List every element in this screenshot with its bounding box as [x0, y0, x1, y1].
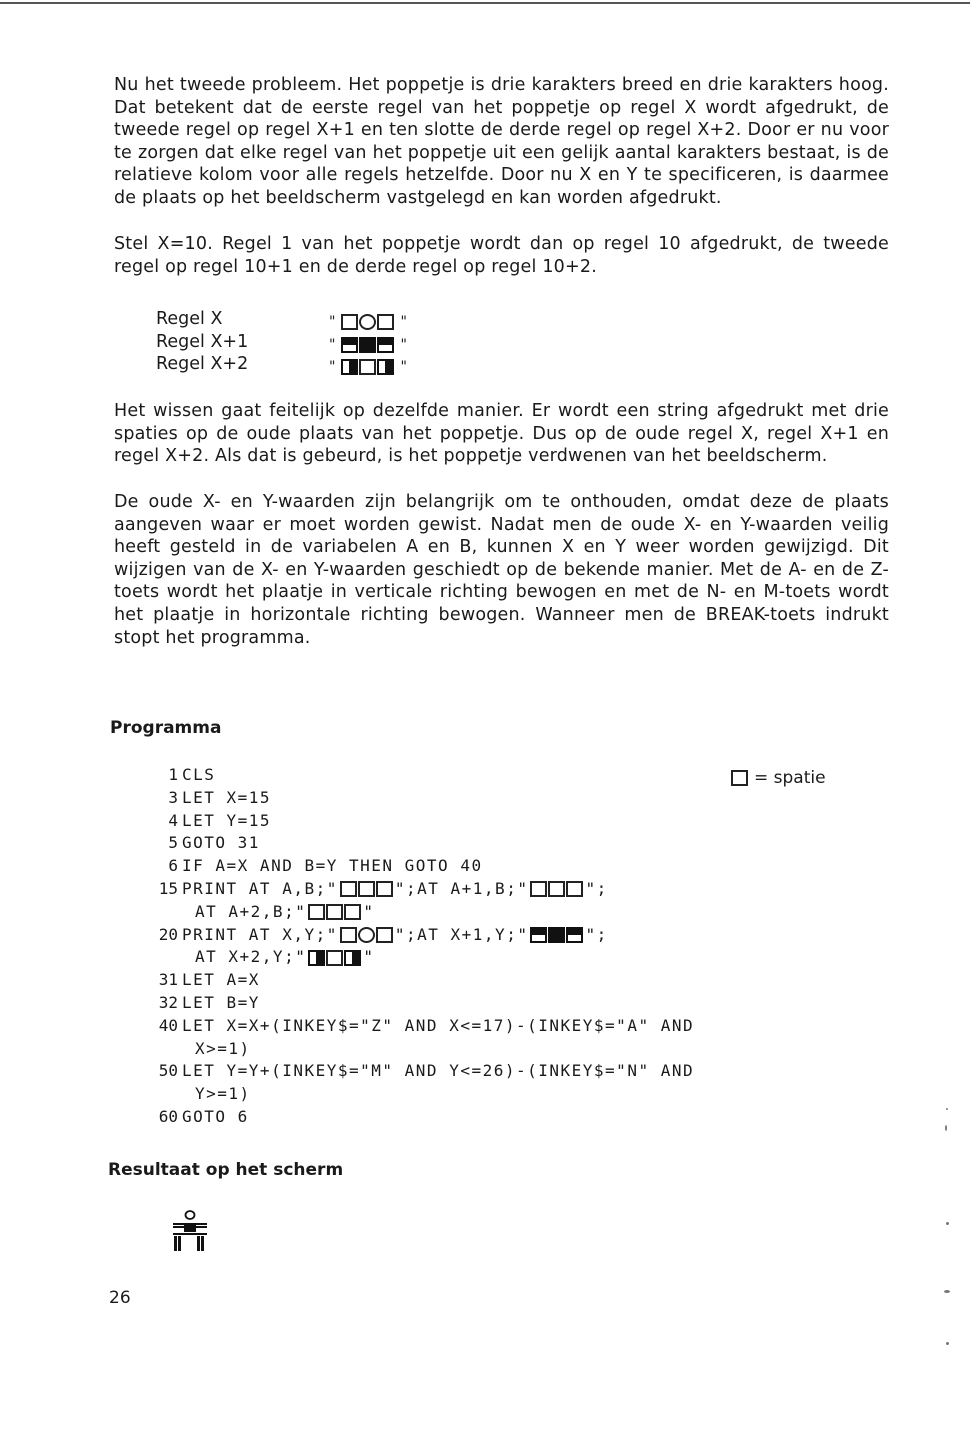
- legend-text: = spatie: [754, 768, 826, 788]
- code-text: CLS: [182, 765, 216, 784]
- code-segment: ": [363, 947, 375, 967]
- line-number: 50: [158, 1061, 178, 1081]
- code-text: [195, 901, 374, 924]
- page-number: 26: [109, 1288, 131, 1308]
- space-box-icon: [530, 881, 547, 897]
- line-number: 32: [158, 992, 178, 1012]
- code-text: LET X=X+(INKEY$="Z" AND X<=17)-(INKEY$="A" AND: [182, 1015, 695, 1035]
- heading-programma: Programma: [110, 718, 222, 738]
- scan-speck: [946, 1342, 949, 1345]
- line-number: 60: [158, 1106, 178, 1126]
- heading-resultaat: Resultaat op het scherm: [108, 1160, 344, 1180]
- line-number: 20: [158, 924, 178, 944]
- leg-block-icon: [344, 950, 361, 966]
- arm-block-icon: [530, 927, 547, 943]
- space-box-icon: [566, 881, 583, 897]
- space-box-icon: [377, 314, 394, 330]
- leg-block-icon: [377, 359, 394, 375]
- space-box-icon: [359, 359, 376, 375]
- line-number: 5: [168, 833, 178, 853]
- scan-speck: [945, 1125, 947, 1131]
- line-number: 4: [168, 810, 178, 830]
- result-figure-icon: [165, 1206, 215, 1256]
- code-text: LET B=Y: [182, 992, 260, 1012]
- code-text: LET Y=15: [182, 810, 272, 830]
- line-number: 6: [168, 856, 178, 876]
- line-number: 3: [168, 787, 178, 807]
- head-circle-icon: [358, 927, 375, 943]
- space-box-icon: [358, 881, 375, 897]
- code-segment: AT X+2,Y;": [195, 947, 307, 967]
- space-box-icon: [326, 950, 343, 966]
- space-box-icon: [326, 904, 343, 920]
- head-circle-icon: [359, 314, 376, 330]
- scan-speck: [946, 1222, 949, 1225]
- code-segment: ";: [585, 878, 608, 898]
- code-text: [182, 924, 608, 947]
- space-box-icon: [344, 904, 361, 920]
- arm-block-icon: [377, 337, 394, 353]
- figure-row-3: [329, 356, 407, 379]
- space-box-icon: [548, 881, 565, 897]
- code-text: IF A=X AND B=Y THEN GOTO 40: [182, 856, 483, 876]
- code-segment: ";AT X+1,Y;": [394, 924, 529, 944]
- scan-speck: [946, 1108, 948, 1110]
- leg-block-icon: [308, 950, 325, 966]
- leg-block-icon: [341, 359, 358, 375]
- regel-label: Regel X: [156, 309, 223, 329]
- space-box-icon: [376, 927, 393, 943]
- code-text: LET X=15: [182, 787, 272, 807]
- code-text: GOTO 6: [182, 1106, 249, 1126]
- line-number: 15: [158, 878, 178, 898]
- regel-label: Regel X+1: [156, 331, 249, 352]
- code-text: Y>=1): [195, 1084, 251, 1104]
- line-number: 31: [158, 970, 178, 990]
- code-text: [182, 878, 608, 901]
- quote-mark: ": [400, 314, 407, 330]
- space-box-icon: [340, 927, 357, 943]
- quote-mark: ": [329, 336, 336, 353]
- code-segment: ": [363, 901, 375, 921]
- quote-mark: ": [329, 359, 336, 376]
- quote-mark: ": [400, 359, 407, 376]
- space-box-icon: [308, 904, 325, 920]
- code-segment: PRINT AT X,Y;": [182, 924, 338, 944]
- body-block-icon: [548, 927, 565, 943]
- figure-row-2: [329, 334, 407, 357]
- quote-mark: ": [400, 336, 407, 353]
- scan-speck: [944, 1290, 950, 1293]
- space-box-icon: [376, 881, 393, 897]
- code-segment: ";AT A+1,B;": [394, 878, 529, 898]
- code-text: [195, 946, 374, 969]
- code-text: LET A=X: [182, 970, 260, 990]
- space-box-icon: [340, 881, 357, 897]
- code-text: X>=1): [195, 1038, 251, 1058]
- figure-row-1: [329, 311, 407, 334]
- paragraph-4: De oude X- en Y-waarden zijn belangrijk om te onthouden, omdat deze de plaats aangeven waar er moet worden gewist. Nadat men de oude X- en Y-waarden veilig heeft gesteld in de variabelen A en B, kunnen X en Y weer worden gewijzigd. Dit wijzigen van de X- en Y-waarden geschiedt op de bekende manier. Met de A- en de Z-toets wordt het plaatje in verticale richting bewogen en met de N- en M-toets wordt het plaatje in horizontale richting bewogen. Wanneer men de BREAK-toets indrukt stopt het programma.: [114, 492, 889, 648]
- regel-label: Regel X+2: [156, 354, 249, 375]
- code-segment: AT A+2,B;": [195, 901, 307, 921]
- paragraph-1: Nu het tweede probleem. Het poppetje is drie karakters breed en drie karakters hoog. Dat betekent dat de eerste regel van het poppetje op regel X wordt afgedrukt, de tweede regel op regel X+1 en ten slotte de derde regel op regel X+2. Door er nu voor te zorgen dat elke regel van het poppetje uit een gelijk aantal karakters bestaat, is de relatieve kolom voor alle regels hetzelfde. Door nu X en Y te specificeren, is daarmee de plaats op het beeldscherm vastgelegd en kan worden afgedrukt.: [114, 75, 889, 208]
- paragraph-3: Het wissen gaat feitelijk op dezelfde manier. Er wordt een string afgedrukt met drie spaties op de oude plaats van het poppetje. Dus op de oude regel X, regel X+1 en regel X+2. Als dat is gebeurd, is het poppetje verdwenen van het beeldscherm.: [114, 401, 889, 467]
- arm-block-icon: [341, 337, 358, 353]
- paragraph-2: Stel X=10. Regel 1 van het poppetje wordt dan op regel 10 afgedrukt, de tweede regel op regel 10+1 en de derde regel op regel 10+2.: [114, 234, 889, 277]
- top-rule: [0, 2, 970, 4]
- space-box-icon: [731, 770, 748, 786]
- arm-block-icon: [566, 927, 583, 943]
- space-box-icon: [341, 314, 358, 330]
- quote-mark: ": [329, 314, 336, 330]
- code-text: LET Y=Y+(INKEY$="M" AND Y<=26)-(INKEY$="N" AND: [182, 1061, 695, 1081]
- line-number: 1: [168, 765, 178, 784]
- code-segment: PRINT AT A,B;": [182, 878, 338, 898]
- code-text: GOTO 31: [182, 833, 260, 853]
- legend-spatie: [731, 768, 826, 788]
- body-block-icon: [359, 337, 376, 353]
- line-number: 40: [158, 1015, 178, 1035]
- code-segment: ";: [585, 924, 608, 944]
